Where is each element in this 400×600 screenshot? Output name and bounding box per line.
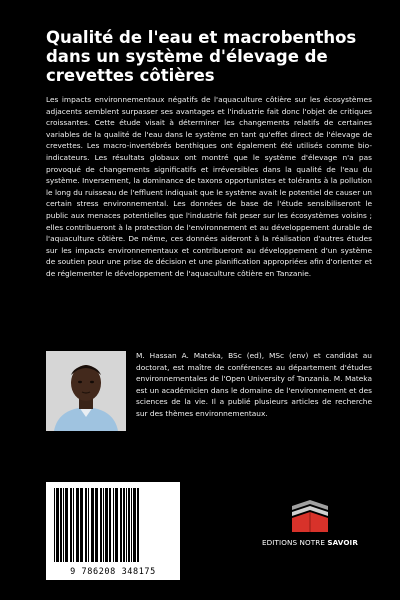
isbn-barcode xyxy=(46,482,180,580)
publisher-name-emphasis: SAVOIR xyxy=(327,538,358,547)
barcode-bar xyxy=(70,488,72,562)
barcode-bar xyxy=(100,488,102,562)
publisher-name xyxy=(255,538,365,547)
barcode-bar xyxy=(133,488,136,562)
barcode-bar xyxy=(65,488,68,562)
barcode-bar xyxy=(115,488,118,562)
book-summary: Les impacts environnementaux négatifs de l'aquaculture côtière sur les écosystèmes adjacents semblent surpasser ses avantages et l'industrie fait donc l'objet de critiques croissantes. Cette étude visait à déterminer les changements relatifs de certaines variables de la qualité de l'eau dans le système en tant qu'effet direct de l'élevage de crevettes. Les macro-invertébrés benthiques ont également été utilisés comme bio-indicateurs. Les résultats globaux ont montré que le système d'élevage n'a pas provoqué de changements significatifs et irréversibles dans la qualité de l'eau du système. Inversement, la dominance de taxons opportunistes et tolérants à la pollution le long du ruisseau de l'effluent indiquait que le système avait le potentiel de causer un certain stress environnemental. Les données de base de l'étude sensibiliseront le public aux menaces potentielles que l'industrie fait peser sur les écosystèmes voisins ; elles contribueront à la protection de l'environnement et au développement durable de l'aquaculture côtière. De même, ces données aideront à la réalisation d'autres études sur les impacts environnementaux et contribueront au développement d'un système de soutien pour une prise de décision et une planification appropriées afin d'orienter et de réglementer le développement de l'aquaculture côtière en Tanzanie. xyxy=(46,95,372,278)
publisher-logo xyxy=(255,492,365,552)
isbn-number: 9 786208 348175 xyxy=(70,567,156,577)
barcode-bar xyxy=(95,488,98,562)
barcode-bar xyxy=(120,488,122,562)
publisher-book-icon xyxy=(255,492,365,536)
author-biography: M. Hassan A. Mateka, BSc (ed), MSc (env) et candidat au doctorat, est maître de conférences au département d'études environnementales de l'Open University of Tanzania. M. Mateka est un académicien dans le domaine de l'environnement et des sciences de la vie. Il a publié plusieurs articles de recherche sur des thèmes environnementaux. xyxy=(136,351,372,418)
barcode-bar xyxy=(131,488,132,562)
barcode-bar xyxy=(63,488,64,562)
barcode-bar xyxy=(73,488,74,562)
publisher-name-prefix: EDITIONS NOTRE xyxy=(262,538,328,547)
author-portrait-image xyxy=(46,351,126,431)
barcode-bar xyxy=(123,488,125,562)
barcode-bar xyxy=(76,488,79,562)
author-photo xyxy=(46,351,126,431)
book-title: Qualité de l'eau et macrobenthos dans un système d'élevage de crevettes côtières xyxy=(46,28,357,85)
barcode-bar xyxy=(56,488,59,562)
barcode-bar xyxy=(128,488,130,562)
barcode-bar xyxy=(113,488,114,562)
barcode-bar xyxy=(137,488,139,562)
barcode-bar xyxy=(105,488,108,562)
barcode-bar xyxy=(88,488,89,562)
barcode-bar xyxy=(126,488,127,562)
barcode-bar xyxy=(103,488,104,562)
barcode-bar xyxy=(91,488,94,562)
barcode-bar xyxy=(80,488,83,562)
barcode-bar xyxy=(54,488,55,562)
barcode-bar xyxy=(60,488,62,562)
barcode-bars xyxy=(46,482,180,566)
barcode-bar xyxy=(109,488,111,562)
barcode-bar xyxy=(85,488,87,562)
